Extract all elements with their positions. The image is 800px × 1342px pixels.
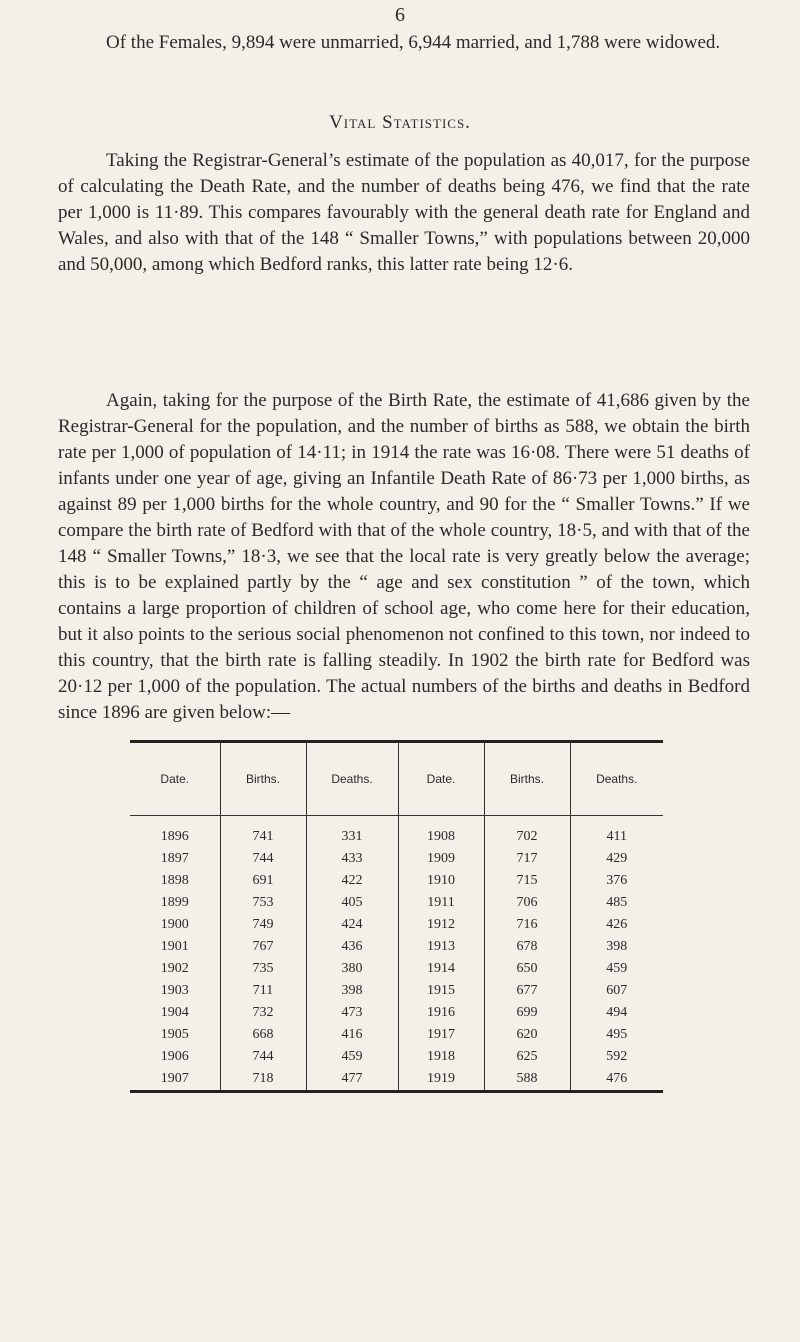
cell-deaths-left: 331 xyxy=(306,816,398,849)
cell-deaths-left: 405 xyxy=(306,892,398,914)
birth-rate-paragraph: Again, taking for the purpose of the Birth Rate, the estimate of 41,686 given by the Registrar-General for the population, and the number of births as 588, we obtain the birth rate per 1,000 of population of 14·11; in 1914 the rate was 16·08. There were 51 deaths of infants under one year of age, giving an Infantile Death Rate of 86·73 per 1,000 births, as against 89 per 1,000 births for the whole country, and 90 for the “ Smaller Towns.” If we compare the birth rate of Bedford with that of the whole country, 18·5, and with that of the 148 “ Smaller Towns,” 18·3, we see that the local rate is very greatly below the average; this is to be explained partly by the “ age and sex constitution ” of the town, which contains a large proportion of children of school age, who come here for their education, but it also points to the serious social phenomenon not confined to this town, nor indeed to this country, that the birth rate is falling steadily. In 1902 the birth rate for Bedford was 20·12 per 1,000 of the population. The actual numbers of the births and deaths in Bedford since 1896 are given below:— xyxy=(58,390,750,723)
table-row xyxy=(130,892,663,914)
cell-date-right: 1912 xyxy=(398,914,484,936)
cell-deaths-left: 416 xyxy=(306,1024,398,1046)
cell-deaths-left: 436 xyxy=(306,936,398,958)
cell-date-left: 1905 xyxy=(160,1027,189,1042)
cell-date-left: 1904 xyxy=(160,1005,189,1020)
table-row xyxy=(130,1046,663,1068)
header-deaths-right: Deaths. xyxy=(570,743,663,816)
cell-births-right: 706 xyxy=(484,892,570,914)
cell-births-left: 735 xyxy=(220,958,306,980)
header-births-right: Births. xyxy=(484,743,570,816)
table-row xyxy=(130,1068,663,1090)
cell-births-left: 711 xyxy=(220,980,306,1002)
cell-deaths-left: 424 xyxy=(306,914,398,936)
cell-deaths-right: 495 xyxy=(570,1024,663,1046)
table-row xyxy=(130,914,663,936)
cell-deaths-left: 422 xyxy=(306,870,398,892)
table-body xyxy=(130,816,663,1091)
cell-date-left: 1898 xyxy=(160,873,189,888)
table-row xyxy=(130,816,663,849)
cell-births-left: 767 xyxy=(220,936,306,958)
table-row xyxy=(130,1024,663,1046)
cell-births-left: 753 xyxy=(220,892,306,914)
cell-date-right: 1919 xyxy=(398,1068,484,1090)
cell-births-right: 717 xyxy=(484,848,570,870)
cell-date-right: 1918 xyxy=(398,1046,484,1068)
header-births-left: Births. xyxy=(220,743,306,816)
table-header-row xyxy=(130,743,663,816)
cell-date-left: 1906 xyxy=(160,1049,189,1064)
cell-births-left: 691 xyxy=(220,870,306,892)
cell-deaths-right: 485 xyxy=(570,892,663,914)
table-row xyxy=(130,1002,663,1024)
table-row xyxy=(130,958,663,980)
cell-date-left: 1897 xyxy=(160,851,189,866)
table-row xyxy=(130,848,663,870)
cell-births-left: 668 xyxy=(220,1024,306,1046)
cell-births-left: 744 xyxy=(220,1046,306,1068)
cell-births-right: 699 xyxy=(484,1002,570,1024)
cell-deaths-right: 459 xyxy=(570,958,663,980)
cell-date-right: 1909 xyxy=(398,848,484,870)
header-date-left: Date. xyxy=(130,743,220,816)
cell-deaths-left: 473 xyxy=(306,1002,398,1024)
table-row xyxy=(130,936,663,958)
cell-date-right: 1915 xyxy=(398,980,484,1002)
intro-paragraph: Of the Females, 9,894 were unmarried, 6,944 married, and 1,788 were widowed. xyxy=(106,32,721,53)
cell-deaths-right: 429 xyxy=(570,848,663,870)
cell-date-right: 1911 xyxy=(398,892,484,914)
cell-date-right: 1916 xyxy=(398,1002,484,1024)
cell-date-right: 1917 xyxy=(398,1024,484,1046)
cell-births-right: 625 xyxy=(484,1046,570,1068)
cell-deaths-left: 380 xyxy=(306,958,398,980)
cell-births-left: 732 xyxy=(220,1002,306,1024)
cell-date-left: 1903 xyxy=(160,983,189,998)
cell-births-right: 715 xyxy=(484,870,570,892)
cell-deaths-right: 494 xyxy=(570,1002,663,1024)
cell-births-left: 744 xyxy=(220,848,306,870)
cell-births-right: 650 xyxy=(484,958,570,980)
cell-births-right: 702 xyxy=(484,816,570,849)
cell-deaths-right: 376 xyxy=(570,870,663,892)
cell-deaths-right: 607 xyxy=(570,980,663,1002)
cell-date-right: 1910 xyxy=(398,870,484,892)
header-date-right: Date. xyxy=(398,743,484,816)
cell-date-left: 1907 xyxy=(160,1071,189,1086)
section-heading: Vital Statistics. xyxy=(329,112,471,133)
cell-deaths-left: 398 xyxy=(306,980,398,1002)
cell-births-right: 677 xyxy=(484,980,570,1002)
cell-births-left: 741 xyxy=(220,816,306,849)
cell-deaths-right: 411 xyxy=(570,816,663,849)
death-rate-paragraph: Taking the Registrar-General’s estimate of the population as 40,017, for the purpose of calculating the Death Rate, and the number of deaths being 476, we find that the rate per 1,000 is 11·89. This compares favourably with the general death rate for England and Wales, and also with that of the 148 “ Smaller Towns,” with populations between 20,000 and 50,000, among which Bedford ranks, this latter rate being 12·6. xyxy=(58,150,750,275)
cell-date-right: 1908 xyxy=(398,816,484,849)
cell-date-left: 1901 xyxy=(160,939,189,954)
cell-deaths-right: 398 xyxy=(570,936,663,958)
table-row xyxy=(130,980,663,1002)
cell-births-right: 620 xyxy=(484,1024,570,1046)
table-row xyxy=(130,870,663,892)
births-deaths-table xyxy=(130,740,663,1093)
header-deaths-left: Deaths. xyxy=(306,743,398,816)
cell-deaths-right: 592 xyxy=(570,1046,663,1068)
cell-deaths-left: 459 xyxy=(306,1046,398,1068)
cell-births-right: 678 xyxy=(484,936,570,958)
page-number: 6 xyxy=(395,4,405,26)
cell-date-left: 1899 xyxy=(160,895,189,910)
cell-date-left: 1896 xyxy=(160,829,189,844)
cell-births-right: 588 xyxy=(484,1068,570,1090)
cell-births-right: 716 xyxy=(484,914,570,936)
cell-deaths-left: 477 xyxy=(306,1068,398,1090)
cell-deaths-right: 476 xyxy=(570,1068,663,1090)
cell-date-right: 1914 xyxy=(398,958,484,980)
cell-date-left: 1902 xyxy=(160,961,189,976)
cell-deaths-right: 426 xyxy=(570,914,663,936)
cell-date-right: 1913 xyxy=(398,936,484,958)
cell-births-left: 718 xyxy=(220,1068,306,1090)
cell-births-left: 749 xyxy=(220,914,306,936)
cell-deaths-left: 433 xyxy=(306,848,398,870)
cell-date-left: 1900 xyxy=(160,917,189,932)
